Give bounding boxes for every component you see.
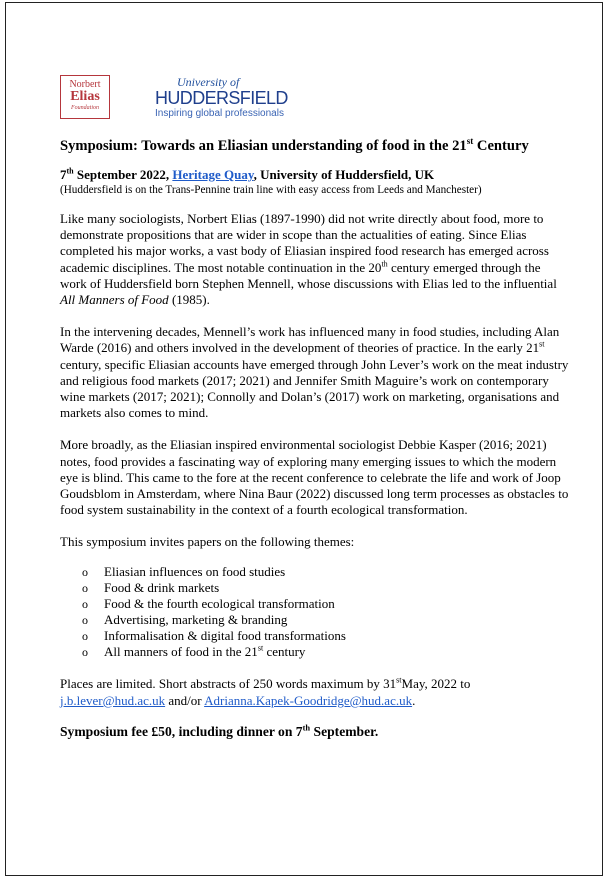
paragraph-intro: Like many sociologists, Norbert Elias (1897-1990) did not write directly about food, more to demonstrate propositions that are wider in scope than the actualities of eating. Since Elias completed his major works, a vast body of Eliasian inspired food research has emerged across academic disciplines. The most notable continuation in the 20th century emerged through the work of Huddersfield born Stephen Mennell, whose discussions with Elias led to the influential All Manners of Food (1985). xyxy=(60,211,557,308)
theme-item: o Informalisation & digital food transformations xyxy=(82,628,346,644)
bullet-icon: o xyxy=(82,597,88,612)
paragraph-broadly: More broadly, as the Eliasian inspired environmental sociologist Debbie Kasper (2016; 2021) notes, food provides a fascinating way of exploring many emerging issues to which the modern eye is blind. This came to the fore at the recent conference to celebrate the life and work of Joop Goudsblom in Amsterdam, where Nina Baur (2022) discussed long term processes as obstacles to food system sustainability in the context of a fourth ecological transformation. xyxy=(60,437,569,518)
theme-item: o Eliasian influences on food studies xyxy=(82,564,286,580)
theme-item: o Food & drink markets xyxy=(82,580,220,596)
bullet-icon: o xyxy=(82,565,88,580)
email-link-kapek-goodridge[interactable]: Adrianna.Kapek-Goodridge@hud.ac.uk xyxy=(204,692,413,708)
theme-item: o All manners of food in the 21st century xyxy=(82,644,306,660)
themes-list xyxy=(60,564,570,660)
university-of-huddersfield-logo: University of HUDDERSFIELD Inspiring global professionals xyxy=(155,75,288,119)
symposium-fee: Symposium fee £50, including dinner on 7th September. xyxy=(60,722,379,740)
themes-intro: This symposium invites papers on the following themes: xyxy=(60,534,355,550)
norbert-elias-foundation-logo: Norbert Elias Foundation xyxy=(60,75,110,119)
bullet-icon: o xyxy=(82,613,88,628)
heritage-quay-link[interactable]: Heritage Quay xyxy=(172,167,254,182)
bullet-icon: o xyxy=(82,645,88,660)
email-link-lever[interactable]: j.b.lever@hud.ac.uk xyxy=(60,692,166,708)
submission-info: Places are limited. Short abstracts of 250 words maximum by 31stMay, 2022 to j.b.lever@hud.ac.uk and/or Adrianna.Kapek-Goodridge@hud.ac.uk. xyxy=(60,676,471,708)
document-page xyxy=(5,2,603,876)
paragraph-mennell: In the intervening decades, Mennell’s work has influenced many in food studies, including Alan Warde (2016) and others involved in the development of theories of practice. In the early 21st century, specific Eliasian accounts have emerged through John Lever’s work on the meat industry and religious food markets (2017; 2021) and Jennifer Smith Maguire’s work on contemporary wine markets (2017; 2021); Connolly and Dolan’s (2017) work on marketing, organisations and markets also comes to mind. xyxy=(60,324,569,421)
document-body xyxy=(60,137,570,740)
travel-note: (Huddersfield is on the Trans-Pennine train line with easy access from Leeds and Manchester) xyxy=(60,184,482,196)
bullet-icon: o xyxy=(82,629,88,644)
theme-item: o Advertising, marketing & branding xyxy=(82,612,288,628)
event-date-location: 7th September 2022, Heritage Quay, University of Huddersfield, UK xyxy=(60,166,435,182)
theme-item: o Food & the fourth ecological transformation xyxy=(82,596,335,612)
book-title: All Manners of Food xyxy=(60,292,169,308)
bullet-icon: o xyxy=(82,581,88,596)
symposium-title: Symposium: Towards an Eliasian understanding of food in the 21st Century xyxy=(60,136,529,154)
